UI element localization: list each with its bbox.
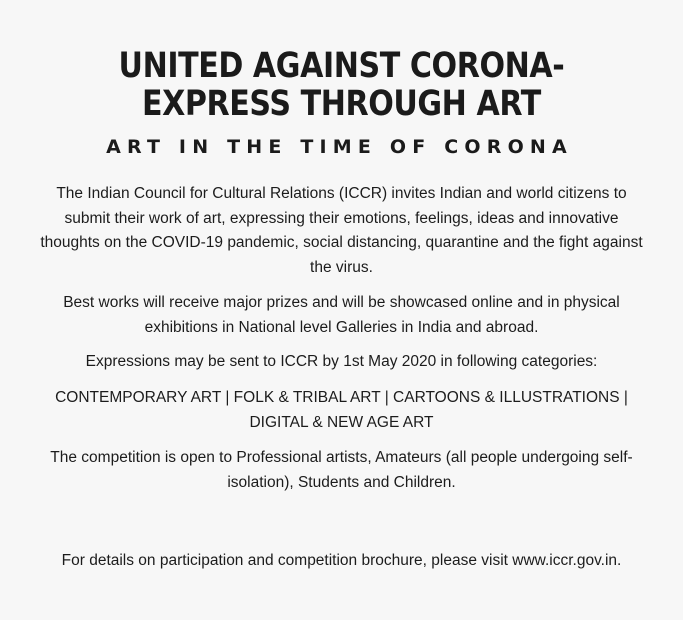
headline-line-2: EXPRESS THROUGH ART	[142, 84, 541, 124]
intro-paragraph: The Indian Council for Cultural Relations (ICCR) invites Indian and world citizens to submit their work of art, expressing their emotions, feelings, ideas and innovative thoughts on the COVID-19 pandemic, social distancing, quarantine and the fight against the virus.	[40, 185, 643, 276]
details-paragraph: For details on participation and competition brochure, please visit www.iccr.gov.in.	[61, 552, 622, 569]
deadline-paragraph: Expressions may be sent to ICCR by 1st May 2020 in following categories:	[85, 353, 598, 370]
prizes-paragraph: Best works will receive major prizes and will be showcased online and in physical exhibitions in National level Galleries in India and abroad.	[63, 294, 620, 336]
headline-line-1: UNITED AGAINST CORONA-	[118, 46, 565, 86]
eligibility-paragraph: The competition is open to Professional artists, Amateurs (all people undergoing self-isolation), Students and Children.	[50, 449, 633, 491]
subheadline: ART IN THE TIME OF CORONA	[106, 136, 573, 158]
categories-paragraph: CONTEMPORARY ART | FOLK & TRIBAL ART | CARTOONS & ILLUSTRATIONS | DIGITAL & NEW AGE ART	[55, 389, 628, 431]
